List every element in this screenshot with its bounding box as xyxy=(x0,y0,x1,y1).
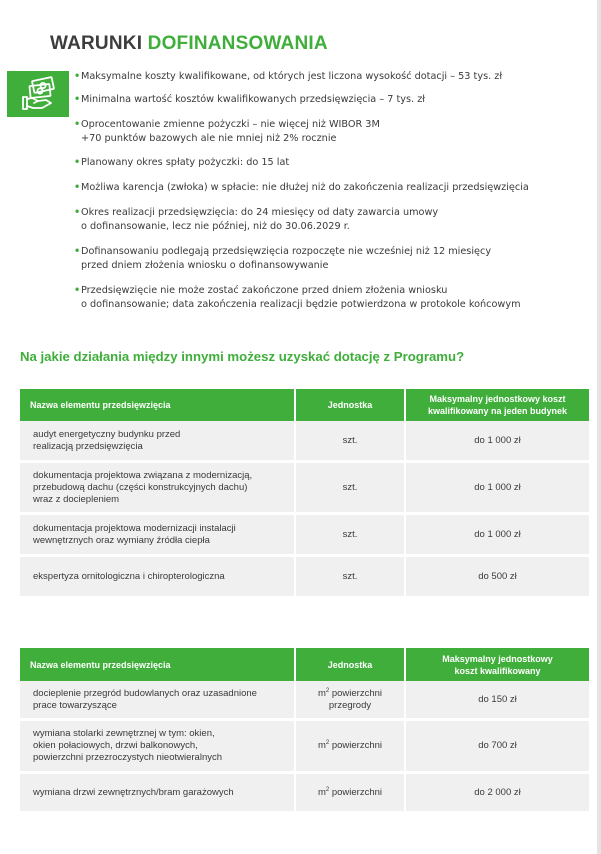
unit-exponent: 2 xyxy=(325,786,330,793)
cell-name: ekspertyza ornitologiczna i chiropterologiczna xyxy=(20,557,296,599)
column-header-unit: Jednostka xyxy=(296,648,406,681)
column-header-unit: Jednostka xyxy=(296,389,406,421)
cell-max-cost: do 2 000 zł xyxy=(406,774,589,814)
cell-max-cost: do 700 zł xyxy=(406,721,589,774)
condition-text: Okres realizacji przedsięwzięcia: do 24 miesięcy od daty zawarcia umowy o dofinansowanie, lecz nie później, niż do 30.06.2029 r. xyxy=(81,207,439,232)
cell-unit: szt. xyxy=(296,463,406,515)
condition-item: • Oprocentowanie zmienne pożyczki – nie więcej niż WIBOR 3M +70 punktów bazowych ale nie mniej niż 2% rocznie xyxy=(74,119,380,144)
cell-name: wymiana stolarki zewnętrznej w tym: okien, okien połaciowych, drzwi balkonowych, powierzchni przezroczystych nieotwieralnych xyxy=(20,721,296,774)
cell-unit: szt. xyxy=(296,515,406,557)
unit-text: powierzchni xyxy=(329,786,383,798)
condition-item: • Dofinansowaniu podlegają przedsięwzięcia rozpoczęte nie wcześniej niż 12 miesięcy przed dniem złożenia wniosku o dofinansowywanie xyxy=(74,246,492,271)
condition-text: Możliwa karencja (zwłoka) w spłacie: nie dłużej niż do zakończenia realizacji przedsięwzięcia xyxy=(81,182,529,193)
condition-text: Planowany okres spłaty pożyczki: do 15 lat xyxy=(81,157,290,168)
cell-name: dokumentacja projektowa związana z modernizacją, przebudową dachu (części konstrukcyjnych dachu) wraz z dociepleniem xyxy=(20,463,296,515)
table-row xyxy=(20,681,589,721)
cell-name: audyt energetyczny budynku przed realizacją przedsięwzięcia xyxy=(20,421,296,463)
column-header-name: Nazwa elementu przedsięwzięcia xyxy=(20,389,296,421)
column-header-max-cost: Maksymalny jednostkowy koszt kwalifikowany na jeden budynek xyxy=(406,389,589,421)
cell-name: dokumentacja projektowa modernizacji instalacji wewnętrznych oraz wymiany źródła ciepła xyxy=(20,515,296,557)
condition-item: • Okres realizacji przedsięwzięcia: do 24 miesięcy od daty zawarcia umowy o dofinansowanie, lecz nie później, niż do 30.06.2029 r. xyxy=(74,207,439,232)
section-heading: Na jakie działania między innymi możesz uzyskać dotację z Programu? xyxy=(20,349,465,364)
cell-unit: szt. xyxy=(296,557,406,599)
cell-max-cost: do 500 zł xyxy=(406,557,589,599)
unit-text: powierzchni przegrody xyxy=(328,687,383,711)
condition-item: • Możliwa karencja (zwłoka) w spłacie: nie dłużej niż do zakończenia realizacji przedsięwzięcia xyxy=(74,182,529,193)
column-header-name: Nazwa elementu przedsięwzięcia xyxy=(20,648,296,681)
condition-text: Dofinansowaniu podlegają przedsięwzięcia rozpoczęte nie wcześniej niż 12 miesięcy przed dniem złożenia wniosku o dofinansowywanie xyxy=(81,246,492,271)
unit-symbol: m xyxy=(317,687,326,699)
table-row xyxy=(20,421,589,463)
column-header-max-cost: Maksymalny jednostkowy koszt kwalifikowany xyxy=(406,648,589,681)
table-header-row xyxy=(20,648,589,681)
table-header-row xyxy=(20,389,589,421)
condition-text: Maksymalne koszty kwalifikowane, od których jest liczona wysokość dotacji – 53 tys. zł xyxy=(81,71,503,82)
cell-unit xyxy=(296,774,406,814)
page-title xyxy=(50,33,328,55)
table-row xyxy=(20,463,589,515)
cell-max-cost: do 1 000 zł xyxy=(406,421,589,463)
unit-exponent: 2 xyxy=(325,687,330,694)
table-row xyxy=(20,557,589,599)
condition-item: • Planowany okres spłaty pożyczki: do 15 lat xyxy=(74,157,290,168)
table-row xyxy=(20,774,589,814)
money-hand-icon xyxy=(7,71,69,117)
page-edge-rule xyxy=(597,0,601,854)
cell-unit: szt. xyxy=(296,421,406,463)
cell-unit xyxy=(296,681,406,721)
title-part-green: DOFINANSOWANIA xyxy=(147,33,328,54)
condition-item: • Przedsięwzięcie nie może zostać zakończone przed dniem złożenia wniosku o dofinansowanie; data zakończenia realizacji będzie potwierdzona w protokole końcowym xyxy=(74,285,521,310)
unit-text: powierzchni xyxy=(329,740,383,751)
condition-text: Oprocentowanie zmienne pożyczki – nie więcej niż WIBOR 3M +70 punktów bazowych ale nie mniej niż 2% rocznie xyxy=(81,119,380,144)
unit-symbol: m xyxy=(317,740,326,751)
cell-name: wymiana drzwi zewnętrznych/bram garażowych xyxy=(20,774,296,814)
table-row xyxy=(20,721,589,774)
condition-item: • Maksymalne koszty kwalifikowane, od których jest liczona wysokość dotacji – 53 tys. zł xyxy=(74,71,503,82)
title-part-dark: WARUNKI xyxy=(50,33,148,54)
condition-text: Przedsięwzięcie nie może zostać zakończone przed dniem złożenia wniosku o dofinansowanie; data zakończenia realizacji będzie potwierdzona w protokole końcowym xyxy=(81,285,521,310)
condition-item: • Minimalna wartość kosztów kwalifikowanych przedsięwzięcia – 7 tys. zł xyxy=(74,94,426,105)
conditions-list xyxy=(74,70,591,312)
eligible-costs-table-2 xyxy=(20,648,589,814)
cell-unit xyxy=(296,721,406,774)
table-row xyxy=(20,515,589,557)
condition-text: Minimalna wartość kosztów kwalifikowanych przedsięwzięcia – 7 tys. zł xyxy=(81,94,426,105)
cell-name: docieplenie przegród budowlanych oraz uzasadnione prace towarzyszące xyxy=(20,681,296,721)
eligible-costs-table-1 xyxy=(20,389,589,599)
cell-max-cost: do 150 zł xyxy=(406,681,589,721)
cell-max-cost: do 1 000 zł xyxy=(406,515,589,557)
unit-symbol: m xyxy=(317,786,326,798)
cell-max-cost: do 1 000 zł xyxy=(406,463,589,515)
unit-exponent: 2 xyxy=(325,739,330,746)
